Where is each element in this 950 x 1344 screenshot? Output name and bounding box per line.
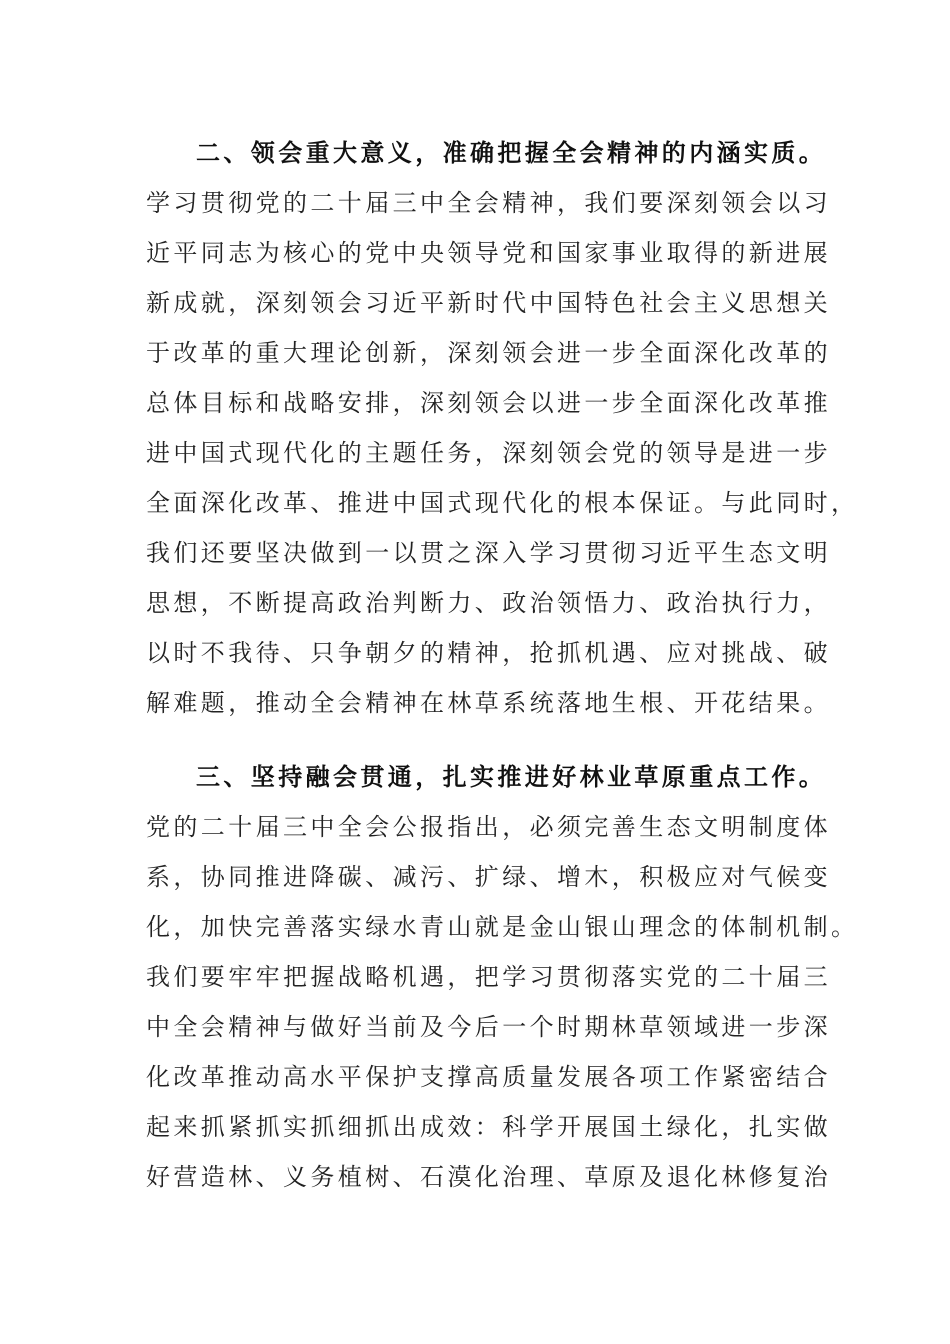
section-key-work [146,758,859,1208]
paragraph-line: 思想，不断提高政治判断力、政治领悟力、政治执行力， [146,589,831,617]
section-meaning [146,134,859,734]
paragraph-line: 化，加快完善落实绿水青山就是金山银山理念的体制机制。 [146,913,859,941]
section-heading: 二、领会重大意义，准确把握全会精神的内涵实质。 [196,138,827,167]
paragraph-line: 化改革推动高水平保护支撑高质量发展各项工作紧密结合 [146,1063,831,1091]
paragraph-line: 近平同志为核心的党中央领导党和国家事业取得的新进展 [146,239,831,267]
paragraph-line: 总体目标和战略安排，深刻领会以进一步全面深化改革推 [146,389,831,417]
paragraph-line: 党的二十届三中全会公报指出，必须完善生态文明制度体 [146,813,831,841]
paragraph-line: 系，协同推进降碳、减污、扩绿、增木，积极应对气候变 [146,863,831,891]
paragraph-line: 新成就，深刻领会习近平新时代中国特色社会主义思想关 [146,289,831,317]
paragraph-line: 解难题，推动全会精神在林草系统落地生根、开花结果。 [146,689,831,717]
paragraph-line: 好营造林、义务植树、石漠化治理、草原及退化林修复治 [146,1163,831,1191]
paragraph-line: 全面深化改革、推进中国式现代化的根本保证。与此同时， [146,489,859,517]
section-heading: 三、坚持融会贯通，扎实推进好林业草原重点工作。 [196,762,827,791]
paragraph-line: 中全会精神与做好当前及今后一个时期林草领域进一步深 [146,1013,831,1041]
paragraph-line: 起来抓紧抓实抓细抓出成效：科学开展国土绿化，扎实做 [146,1113,831,1141]
paragraph-line: 进中国式现代化的主题任务，深刻领会党的领导是进一步 [146,439,831,467]
paragraph-line: 以时不我待、只争朝夕的精神，抢抓机遇、应对挑战、破 [146,639,831,667]
paragraph-line: 于改革的重大理论创新，深刻领会进一步全面深化改革的 [146,339,831,367]
paragraph-line: 我们还要坚决做到一以贯之深入学习贯彻习近平生态文明 [146,539,831,567]
paragraph-line: 学习贯彻党的二十届三中全会精神，我们要深刻领会以习 [146,189,831,217]
paragraph-line: 我们要牢牢把握战略机遇，把学习贯彻落实党的二十届三 [146,963,831,991]
